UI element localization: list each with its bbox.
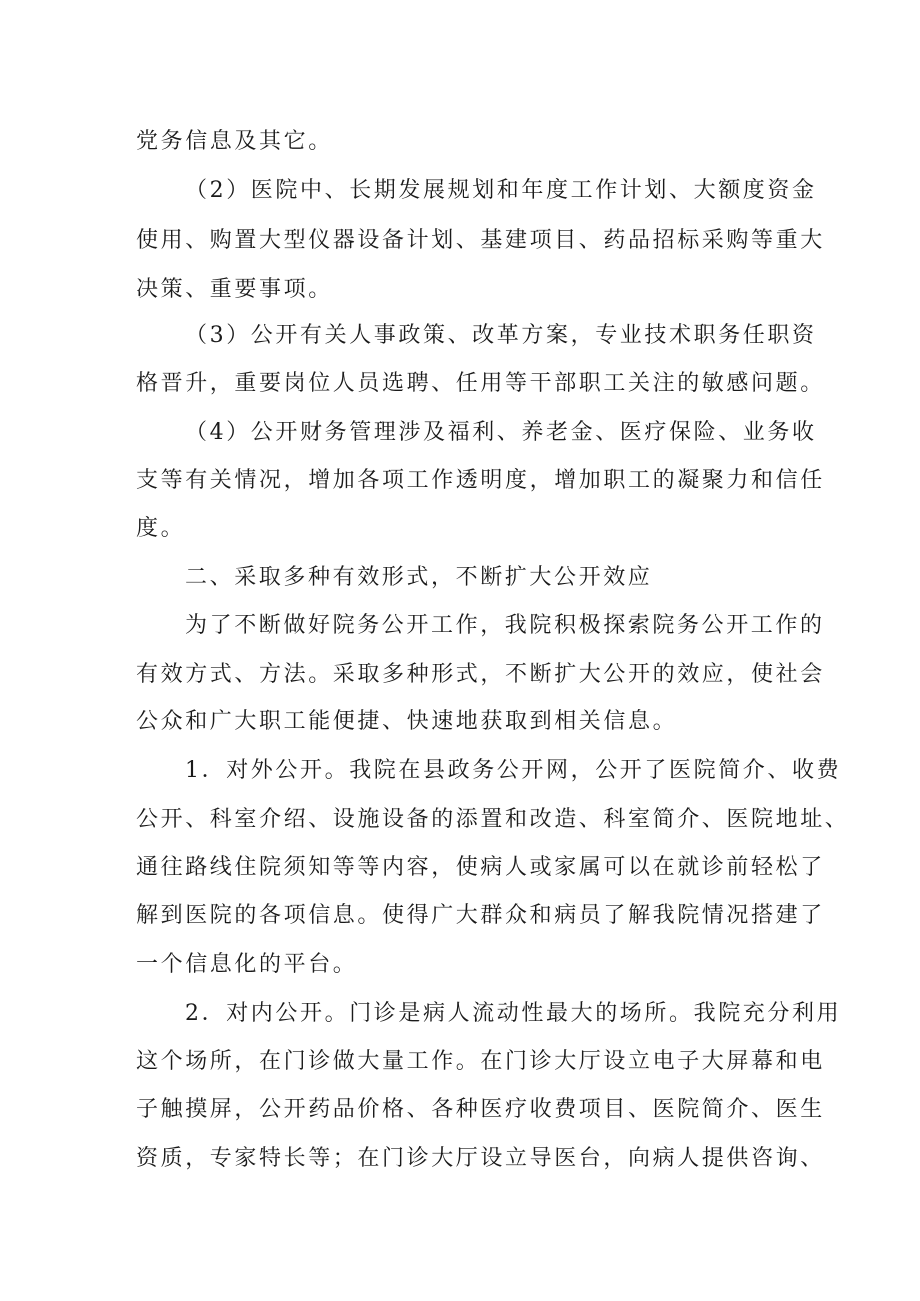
text-line: 一个信息化的平台。	[136, 952, 358, 977]
text-line: （2）医院中、长期发展规划和年度工作计划、大额度资金	[185, 178, 817, 203]
text-line: 支等有关情况，增加各项工作透明度，增加职工的凝聚力和信任	[136, 468, 825, 493]
text-line: 使用、购置大型仪器设备计划、基建项目、药品招标采购等重大	[136, 228, 825, 253]
text-line: 解到医院的各项信息。使得广大群众和病员了解我院情况搭建了	[136, 903, 825, 928]
text-line: （3）公开有关人事政策、改革方案，专业技术职务任职资	[185, 323, 817, 348]
text-line: 格晋升，重要岗位人员选聘、任用等干部职工关注的敏感问题。	[136, 371, 825, 396]
text-line: 1．对外公开。我院在县政务公开网，公开了医院简介、收费	[185, 758, 842, 783]
text-line: 党务信息及其它。	[136, 129, 333, 154]
text-line: 2．对内公开。门诊是病人流动性最大的场所。我院充分利用	[185, 1001, 842, 1026]
text-line: 资质，专家特长等；在门诊大厅设立导医台，向病人提供咨询、	[136, 1146, 825, 1171]
text-line: 度。	[136, 516, 186, 541]
section-heading: 二、采取多种有效形式，不断扩大公开效应	[185, 565, 653, 590]
text-line: 为了不断做好院务公开工作，我院积极探索院务公开工作的	[185, 613, 825, 638]
text-line: （4）公开财务管理涉及福利、养老金、医疗保险、业务收	[185, 420, 817, 445]
text-line: 有效方式、方法。采取多种形式，不断扩大公开的效应，使社会	[136, 662, 825, 687]
text-line: 公众和广大职工能便捷、快速地获取到相关信息。	[136, 709, 678, 734]
text-line: 公开、科室介绍、设施设备的添置和改造、科室简介、医院地址、	[136, 807, 850, 832]
text-line: 通往路线住院须知等等内容，使病人或家属可以在就诊前轻松了	[136, 855, 825, 880]
text-line: 这个场所，在门诊做大量工作。在门诊大厅设立电子大屏幕和电	[136, 1049, 825, 1074]
text-line: 子触摸屏，公开药品价格、各种医疗收费项目、医院简介、医生	[136, 1097, 825, 1122]
text-line: 决策、重要事项。	[136, 277, 333, 302]
